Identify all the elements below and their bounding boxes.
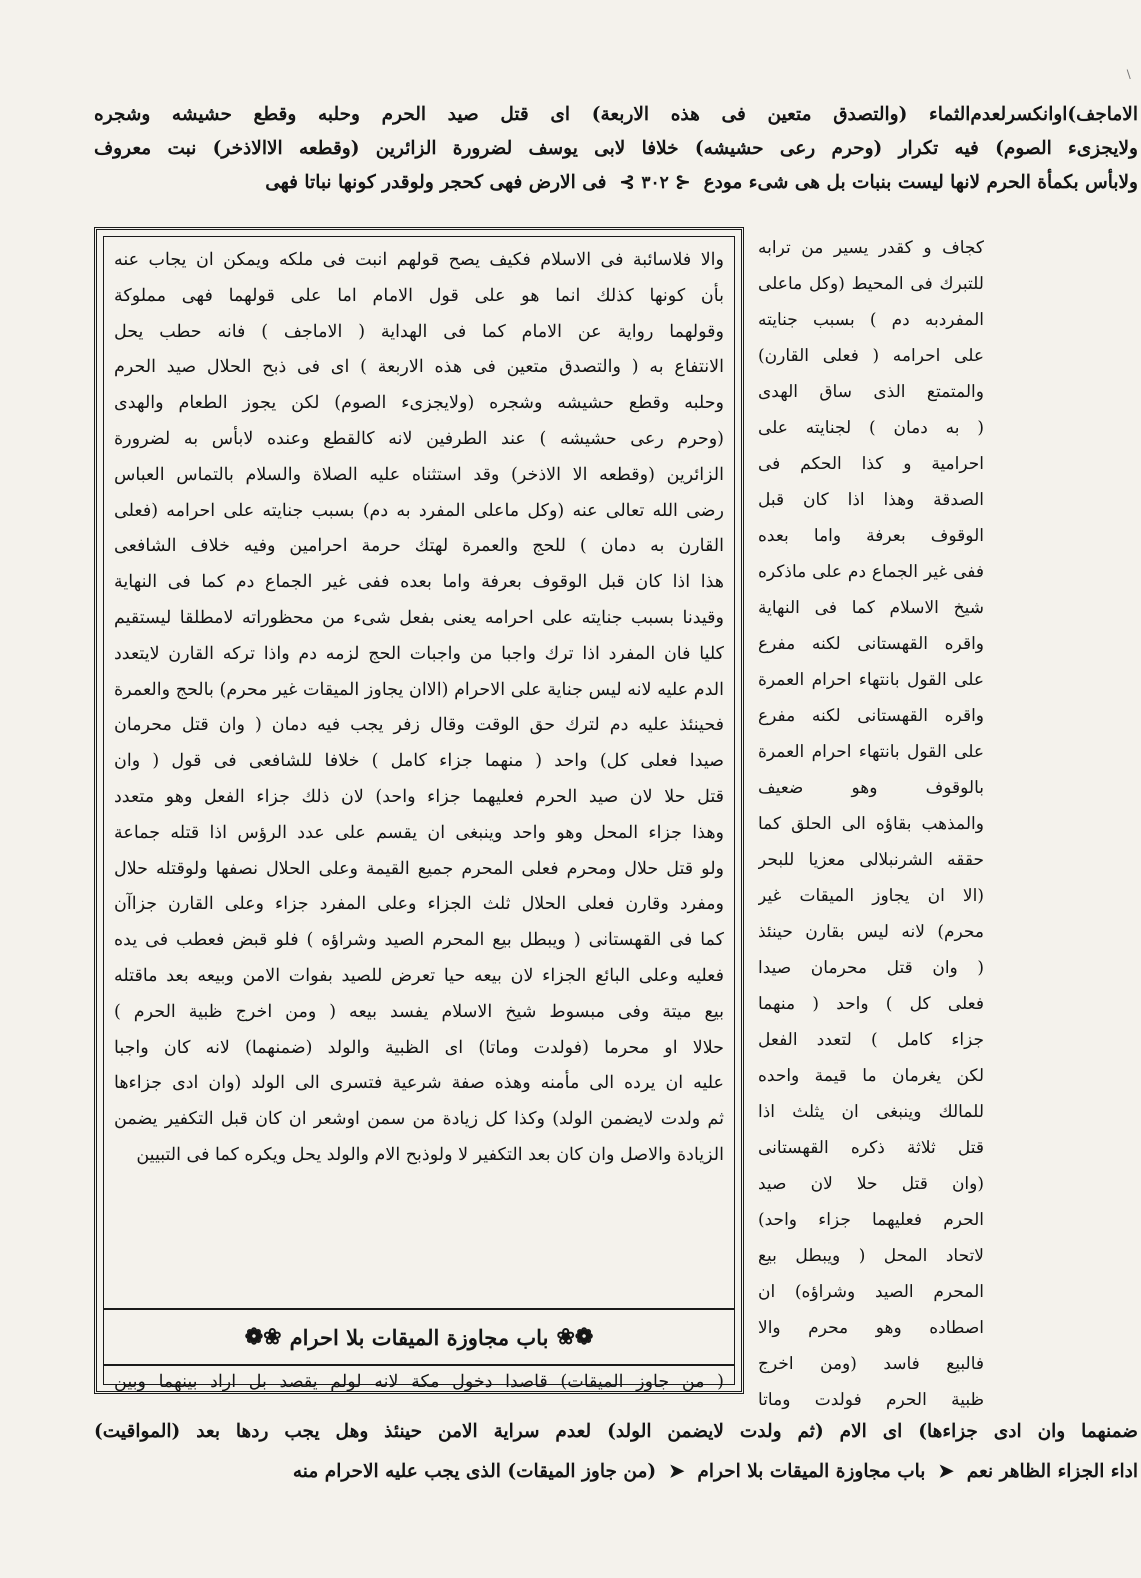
commentary-line: فعليه وعلى البائع الجزاء لان بيعه حيا تعرض للصيد بفوات الامن وبيعه بعد ماقتله <box>114 965 724 986</box>
commentary-block <box>114 243 724 1174</box>
side-line: المفردبه دم ) بسبب جنايته <box>758 310 984 330</box>
side-line: على القول بانتهاء احرام العمرة <box>758 670 984 690</box>
commentary-line: وقيدنا بسبب جنايته على احرامه يعنى بفعل شىء من محظوراته لامطلقا ليستقيم <box>114 607 724 628</box>
commentary-line: الزائرين (وقطعه الا الاذخر) وقد استثناه عليه الصلاة والسلام بالتماس العباس <box>114 464 724 485</box>
commentary-line: (وحرم رعى حشيشه ) عند الطرفين لانه كالقطع وعنده لابأس به لضرورة <box>114 428 724 449</box>
side-line: للتبرك فى المحيط (وكل ماعلى <box>758 274 984 294</box>
side-line: والمتمتع الذى ساق الهدى <box>758 382 984 402</box>
side-line: والمذهب بقاؤه الى الحلق كما <box>758 814 984 834</box>
commentary-line: ومفرد وقارن فعلى الحلال ثلث الجزاء وعلى المفرد جزاء وعلى القارن جزاآن <box>114 894 724 915</box>
side-line: ( به دمان ) لجنايته على <box>758 418 984 438</box>
side-line: (وان قتل حلا لان صيد <box>758 1174 984 1194</box>
side-line: واقره القهستانى لكنه مفرع <box>758 634 984 654</box>
page-number-ornament-left: ⊰ <box>675 172 698 193</box>
side-line: ففى غير الجماع دم على ماذكره <box>758 562 984 582</box>
commentary-line: كما فى القهستانى ( ويبطل بيع المحرم الصيد وشراؤه ) فلو قبض فعطب فى يده <box>114 930 724 951</box>
top-matn-block <box>94 98 1138 200</box>
side-line: اصطاده وهو محرم والا <box>758 1318 984 1338</box>
margin-mark <box>1127 67 1139 79</box>
side-line: ( وان قتل محرمان صيدا <box>758 958 984 978</box>
commentary-line: ثم ولدت لايضمن الولد) وكذا كل زيادة من سمن اوشعر ان كان قبل التكفير يضمن <box>114 1109 724 1130</box>
side-line: جزاء كامل ) لتعدد الفعل <box>758 1030 984 1050</box>
side-line: على القول بانتهاء احرام العمرة <box>758 742 984 762</box>
side-column <box>758 230 984 1418</box>
heading-ornament-right-icon: ➤ <box>931 1461 961 1482</box>
page-number-ornament-right: ⊱ <box>612 172 635 193</box>
side-line: على احرامه ( فعلى القارن) <box>758 346 984 366</box>
commentary-line: بأن كونها كذلك انما هو على قول الامام اما على قولهما فهى مملوكة <box>114 285 724 306</box>
side-line: للمالك وينبغى ان يثلث اذا <box>758 1102 984 1122</box>
chapter-heading-band <box>104 1308 734 1366</box>
commentary-line: وقولهما رواية عن الامام كما فى الهداية ( الاماجف ) فانه حطب يحل <box>114 321 724 342</box>
matn-line: ضمنهما وان ادى جزاءها) اى الام (ثم ولدت لايضمن الولد) لعدم سراية الامن حينئذ وهل يجب ردها بعد (المواقيت) <box>94 1421 1138 1442</box>
side-line: الحرم فعليهما جزاء واحد) <box>758 1210 984 1230</box>
commentary-line: عليه ان يرده الى مأمنه وهذه صفة شرعية فتسرى الى الولد (وان ادى جزاءها <box>114 1073 724 1094</box>
matn-segment: ولابأس بكمأة الحرم لانها ليست بنبات بل هى شىء مودع <box>703 172 1138 193</box>
bottom-matn-block <box>94 1412 1138 1492</box>
side-line: كجاف و كقدر يسير من ترابه <box>758 238 984 258</box>
side-line: محرم) لانه ليس بقارن حينئذ <box>758 922 984 942</box>
inline-chapter-heading: باب مجاوزة الميقات بلا احرام <box>697 1461 926 1482</box>
side-line: واقره القهستانى لكنه مفرع <box>758 706 984 726</box>
heading-ornament-left-icon: ➤ <box>662 1461 691 1482</box>
chapter-first-line: ( من جاوز الميقات) قاصدا دخول مكة لانه لولم يقصد بل اراد بينهما وبين <box>114 1372 724 1392</box>
side-line: المحرم الصيد وشراؤه) ان <box>758 1282 984 1302</box>
matn-line-with-page-number <box>94 166 1138 200</box>
commentary-line: ولو قتل حلال ومحرم فعلى المحرم جميع القيمة وعلى الحلال نصفها ولوقتله حلال <box>114 858 724 879</box>
matn-segment: (من جاوز الميقات) الذى يجب عليه الاحرام منه <box>292 1461 657 1482</box>
side-line: (الا ان يجاوز الميقات غير <box>758 886 984 906</box>
commentary-line: قتل حلا لان صيد الحرم فعليهما جزاء واحد) لان ذلك جزاء الفعل وهو متعدد <box>114 786 724 807</box>
commentary-line: كليا فان المفرد اذا ترك واجبا من واجبات الحج لزمه دم واذا تركه القارن لايتعدد <box>114 643 724 664</box>
side-line: الوقوف بعرفة واما بعده <box>758 526 984 546</box>
side-line: ظبية الحرم فولدت وماتا <box>758 1390 984 1410</box>
commentary-frame <box>94 227 744 1394</box>
ornament-left-icon: ❀❁ <box>244 1324 282 1350</box>
commentary-line: الزيادة والاصل وان كان بعد التكفير لا ولوذبح الام والولد يحل ويكره كما فى التبيين <box>136 1144 724 1165</box>
side-line: شيخ الاسلام كما فى النهاية <box>758 598 984 618</box>
commentary-line: صيدا فعلى كل) واحد ( منهما جزاء كامل ) خلافا للشافعى فى قول ( وان <box>114 751 724 772</box>
side-line: فالبيع فاسد (ومن اخرج <box>758 1354 984 1374</box>
side-line: فعلى كل ) واحد ( منهما <box>758 994 984 1014</box>
commentary-line: هذا اذا كان قبل الوقوف بعرفة واما بعده ففى غير الجماع دم كما فى النهاية <box>114 572 724 593</box>
side-line: حققه الشرنبلالى معزيا للبحر <box>758 850 984 870</box>
chapter-heading: باب مجاوزة الميقات بلا احرام <box>289 1324 549 1350</box>
commentary-line: فحينئذ عليه دم لترك حق الوقت وقال زفر يجب فيه دمان ( وان قتل محرمان <box>114 715 724 736</box>
side-line: لكن يغرمان ما قيمة واحده <box>758 1066 984 1086</box>
matn-line: ولايجزىء الصوم) فيه تكرار (وحرم رعى حشيشه) خلافا لابى يوسف لضرورة الزائرين (وقطعه الاالاذخر) نبت معروف <box>94 138 1138 159</box>
commentary-line: الدم عليه لانه ليس جناية على الاحرام (الاان يجاوز الميقات غير محرم) بالحج والعمرة <box>114 679 724 700</box>
side-line: لاتحاد المحل ( ويبطل بيع <box>758 1246 984 1266</box>
commentary-line: وحلبه وقطع حشيشه وشجره (ولايجزىء الصوم) لكن يجوز الطعام والهدى <box>114 393 724 414</box>
commentary-line: حلالا او محرما (فولدت وماتا) اى الظبية والولد (ضمنهما) لانه كان واجبا <box>114 1037 724 1058</box>
matn-segment: اداء الجزاء الظاهر نعم <box>966 1461 1138 1482</box>
commentary-line: رضى الله تعالى عنه (وكل ماعلى المفرد به دم) بسبب جنايته على احرامه (فعلى <box>114 500 724 521</box>
commentary-line: والا فلاسائبة فى الاسلام فكيف يصح قولهم انبت فى ملكه ويمكن ان يجاب عنه <box>114 250 724 270</box>
matn-line-with-heading <box>94 1452 1138 1492</box>
commentary-line: القارن به دمان ) للحج والعمرة لهتك حرمة احرامين وفيه خلاف الشافعى <box>114 536 724 557</box>
matn-line: الاماجف)اوانكسرلعدم‌الثماء (والتصدق متعين فى هذه الاربعة) اى قتل صيد الحرم وحلبه وقطع حشيشه وشجره <box>94 104 1138 125</box>
side-line: بالوقوف وهو ضعيف <box>758 778 984 798</box>
commentary-line: بيع ميتة وفى مبسوط شيخ الاسلام يفسد بيعه ( ومن اخرج ظبية الحرم ) <box>114 1001 724 1022</box>
matn-segment: فى الارض فهى كحجر ولوقدر كونها نباتا فهى <box>265 172 607 193</box>
side-line: قتل ثلاثة ذكره القهستانى <box>758 1138 984 1158</box>
commentary-line: الانتفاع به ( والتصدق متعين فى هذه الاربعة ) اى فى ذبح الحلال صيد الحرم <box>114 357 724 378</box>
side-line: احرامية و كذا الحكم فى <box>758 454 984 474</box>
commentary-line: وهذا جزاء المحل وهو واحد وينبغى ان يقسم على عدد الرؤس اذا قتله جماعة <box>114 822 724 843</box>
ornament-right-icon: ❁❀ <box>556 1324 594 1350</box>
side-line: الصدقة وهذا اذا كان قبل <box>758 490 984 510</box>
page-number: ٣٠٢ <box>641 173 669 193</box>
commentary-inner-frame <box>103 236 735 1392</box>
